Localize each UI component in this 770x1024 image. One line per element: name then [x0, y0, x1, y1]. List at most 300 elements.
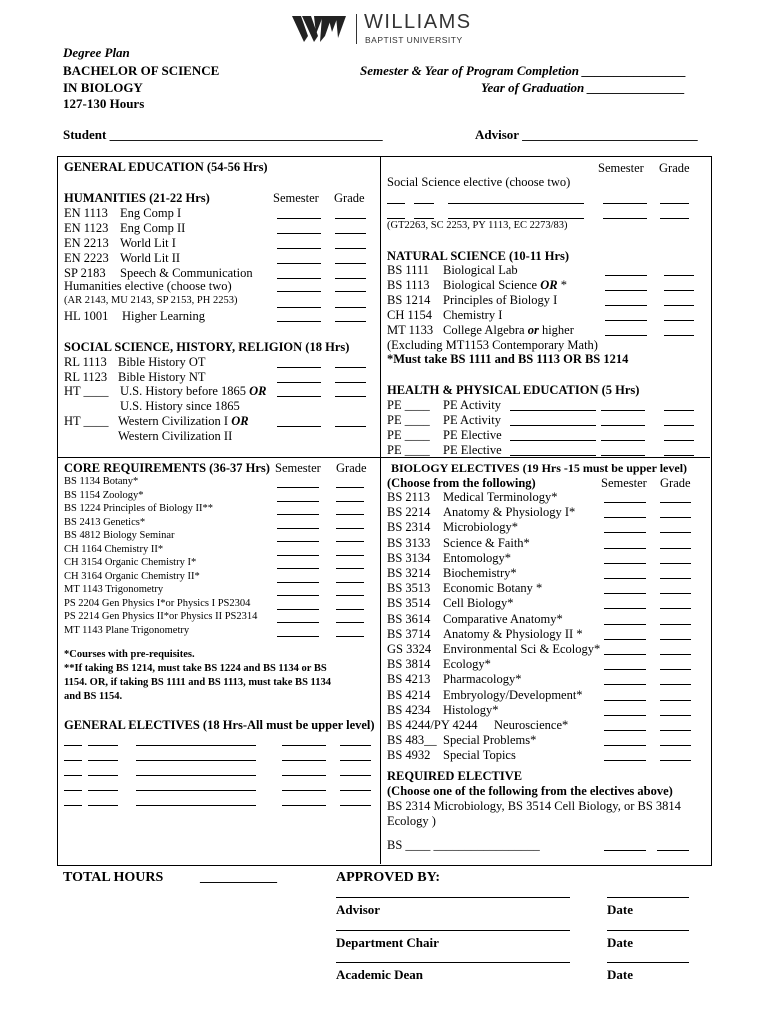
semester-blank[interactable] — [604, 548, 646, 549]
semester-blank[interactable] — [604, 700, 646, 701]
course-code: MT 1133 — [387, 323, 434, 337]
semester-blank[interactable] — [277, 528, 319, 529]
ss-number-blank[interactable] — [414, 218, 434, 219]
course-name: Pharmacology* — [443, 672, 522, 687]
semester-blank[interactable] — [282, 775, 326, 776]
course-code: EN 2213 — [64, 236, 109, 250]
course-name-text: Biological Science — [443, 278, 538, 292]
bio-electives-sub: (Choose from the following) — [387, 476, 536, 490]
hl-name: Higher Learning — [122, 309, 205, 323]
ss-prefix-blank[interactable] — [387, 203, 405, 204]
chair-sign-label: Department Chair — [336, 935, 439, 950]
semester-blank[interactable] — [277, 501, 319, 502]
grade-blank[interactable] — [335, 218, 366, 219]
required-elective-text1: BS 2314 Microbiology, BS 3514 Cell Biology, or BS 3814 — [387, 799, 681, 813]
grade-blank[interactable] — [660, 578, 691, 579]
core-course: MT 1143 Trigonometry — [64, 584, 164, 595]
ss-name-blank[interactable] — [448, 203, 584, 204]
right-semester-header: Semester — [598, 161, 644, 175]
core-course: PS 2204 Gen Physics I*or Physics I PS2304 — [64, 597, 251, 609]
grade-blank[interactable] — [660, 624, 691, 625]
chair-date-line[interactable] — [607, 930, 689, 931]
course-name: Comparative Anatomy* — [443, 611, 563, 626]
chair-date-label: Date — [607, 935, 633, 950]
grade-blank[interactable] — [340, 775, 371, 776]
university-logo — [292, 11, 492, 46]
course-code: BS 3814 — [387, 657, 431, 672]
grade-blank[interactable] — [336, 514, 364, 515]
advisor-field[interactable]: Advisor ___________________________ — [475, 127, 698, 142]
semester-blank[interactable] — [277, 218, 321, 219]
elective-name-blank[interactable] — [136, 775, 256, 776]
course-name — [443, 323, 574, 338]
pe-name: PE Elective — [443, 428, 502, 442]
course-name — [443, 263, 518, 278]
semester-blank[interactable] — [604, 593, 646, 594]
grade-blank[interactable] — [664, 440, 694, 441]
rl2-name: Bible History NT — [118, 370, 206, 384]
dean-date-label: Date — [607, 967, 633, 982]
course-name: Biochemistry* — [443, 566, 517, 580]
semester-blank[interactable] — [277, 263, 321, 264]
grade-blank[interactable] — [660, 563, 691, 564]
or-label: or — [524, 323, 539, 337]
right-grade-header: Grade — [659, 161, 690, 175]
course-name: World Lit I — [120, 236, 176, 250]
core-course: PS 2214 Gen Physics II*or Physics II PS2314 — [64, 611, 258, 622]
grade-blank[interactable] — [664, 410, 694, 411]
course-name-text: Chemistry I — [443, 308, 503, 322]
degree-plan-label: Degree Plan — [63, 45, 130, 60]
semester-blank[interactable] — [277, 582, 319, 583]
semester-blank[interactable] — [282, 760, 326, 761]
req-grade-blank[interactable] — [657, 850, 689, 851]
degree-hours: 127-130 Hours — [63, 96, 145, 111]
semester-blank[interactable] — [604, 624, 646, 625]
grade-blank[interactable] — [336, 609, 364, 610]
grade-blank[interactable] — [336, 501, 364, 502]
hum-semester-header: Semester — [273, 191, 319, 205]
core-course: BS 1134 Botany* — [64, 476, 139, 487]
semester-blank[interactable] — [603, 218, 647, 219]
grade-blank[interactable] — [336, 568, 364, 569]
semester-blank[interactable] — [604, 502, 646, 503]
western-civ-1: Western Civilization I — [118, 414, 229, 428]
course-name-text: College Algebra — [443, 323, 525, 337]
course-code: BS 2314 — [387, 520, 431, 535]
course-name: Anatomy & Physiology I* — [443, 505, 576, 520]
pe-code[interactable]: PE ____ — [387, 443, 430, 457]
wbu-mark-icon — [292, 14, 348, 44]
required-elective-bs[interactable]: BS ____ _________________ — [387, 838, 540, 852]
grade-blank[interactable] — [336, 555, 364, 556]
grade-blank[interactable] — [660, 730, 691, 731]
ht1-before-1865: U.S. History before 1865 — [120, 384, 247, 398]
semester-blank[interactable] — [605, 305, 647, 306]
pe-course-blank[interactable] — [510, 440, 596, 441]
total-hours-label: TOTAL HOURS — [63, 870, 164, 885]
chair-signature-line[interactable] — [336, 930, 570, 931]
core-course: MT 1143 Plane Trigonometry — [64, 624, 190, 636]
course-code: BS 1214 — [387, 293, 431, 307]
core-section-divider — [57, 457, 381, 458]
grade-blank[interactable] — [660, 715, 691, 716]
elective-prefix-blank[interactable] — [64, 745, 82, 746]
ht1-option-b: U.S. History since 1865 — [120, 399, 240, 413]
core-course: CH 3154 Organic Chemistry I* — [64, 557, 197, 568]
elective-name-blank[interactable] — [136, 745, 256, 746]
course-name-text: Biological Lab — [443, 263, 518, 277]
semester-blank[interactable] — [601, 410, 645, 411]
grade-blank[interactable] — [660, 684, 691, 685]
semester-blank[interactable] — [277, 555, 319, 556]
semester-blank[interactable] — [605, 275, 647, 276]
semester-blank[interactable] — [277, 636, 319, 637]
grade-blank[interactable] — [335, 396, 366, 397]
advisor-sign-label: Advisor — [336, 902, 381, 917]
course-code: BS 1111 — [387, 263, 430, 277]
ht2-code[interactable]: HT ____ — [64, 414, 109, 428]
grade-blank[interactable] — [660, 218, 689, 219]
ht1-code[interactable]: HT ____ — [64, 384, 109, 398]
hl-code: HL 1001 — [64, 309, 109, 323]
core-course: CH 1164 Chemistry II* — [64, 543, 164, 555]
course-name: Economic Botany * — [443, 581, 543, 596]
elective-number-blank[interactable] — [88, 760, 118, 761]
grade-blank[interactable] — [335, 248, 366, 249]
semester-blank[interactable] — [604, 578, 646, 579]
semester-blank[interactable] — [605, 290, 647, 291]
semester-blank[interactable] — [604, 669, 646, 670]
core-course: CH 3164 Organic Chemistry II* — [64, 570, 200, 582]
or-label: OR — [537, 278, 558, 292]
course-code: SP 2183 — [64, 266, 106, 280]
semester-blank[interactable] — [277, 609, 319, 610]
bio-electives-heading: BIOLOGY ELECTIVES (19 Hrs -15 must be upper level) — [391, 461, 688, 475]
grade-blank[interactable] — [660, 502, 691, 503]
semester-blank[interactable] — [605, 335, 647, 336]
course-name: Ecology* — [443, 657, 491, 672]
course-name-text: Principles of Biology I — [443, 293, 558, 307]
semester-blank[interactable] — [277, 307, 321, 308]
course-name — [443, 278, 567, 293]
ss-elective: Social Science elective (choose two) — [387, 175, 571, 189]
semester-blank[interactable] — [605, 320, 647, 321]
core-heading: CORE REQUIREMENTS (36-37 Hrs) — [64, 461, 270, 475]
semester-blank[interactable] — [277, 233, 321, 234]
natural-note-1: (Excluding MT1153 Contemporary Math) — [387, 338, 598, 352]
course-code: BS 3614 — [387, 611, 431, 626]
column-divider — [380, 156, 381, 864]
semester-blank[interactable] — [277, 291, 321, 292]
ss-number-blank[interactable] — [414, 203, 434, 204]
grade-blank[interactable] — [664, 320, 694, 321]
semester-blank[interactable] — [604, 745, 646, 746]
gen-electives-heading: GENERAL ELECTIVES (18 Hrs-All must be upper level) — [64, 718, 375, 732]
elective-number-blank[interactable] — [88, 790, 118, 791]
grade-blank[interactable] — [340, 760, 371, 761]
semester-blank[interactable] — [604, 684, 646, 685]
grade-blank[interactable] — [335, 321, 366, 322]
course-code: BS 2214 — [387, 505, 431, 520]
semester-blank[interactable] — [277, 396, 321, 397]
semester-blank[interactable] — [277, 382, 321, 383]
elective-number-blank[interactable] — [88, 775, 118, 776]
elective-prefix-blank[interactable] — [64, 760, 82, 761]
gen-ed-heading: GENERAL EDUCATION (54-56 Hrs) — [64, 160, 268, 174]
natural-heading: NATURAL SCIENCE (10-11 Hrs) — [387, 249, 570, 263]
grade-blank[interactable] — [660, 203, 689, 204]
course-code: BS 3214 — [387, 566, 431, 580]
rl1-name: Bible History OT — [118, 355, 206, 369]
rl1-code: RL 1113 — [64, 355, 107, 369]
semester-blank[interactable] — [277, 595, 319, 596]
completion-field[interactable]: Semester & Year of Program Completion ________________ — [360, 63, 687, 78]
grade-blank[interactable] — [664, 275, 694, 276]
advisor-signature-line[interactable] — [336, 897, 570, 898]
elective-prefix-blank[interactable] — [64, 790, 82, 791]
or-label: OR — [249, 384, 267, 398]
req-semester-blank[interactable] — [604, 850, 646, 851]
grade-blank[interactable] — [660, 608, 691, 609]
grade-blank[interactable] — [660, 593, 691, 594]
core-note-4: and BS 1154. — [64, 691, 123, 702]
grade-blank[interactable] — [336, 487, 364, 488]
semester-blank[interactable] — [604, 563, 646, 564]
grade-blank[interactable] — [660, 532, 691, 533]
semester-blank[interactable] — [604, 760, 646, 761]
grade-blank[interactable] — [336, 622, 364, 623]
degree-title-line2: IN BIOLOGY — [63, 80, 143, 95]
semester-blank[interactable] — [604, 532, 646, 533]
course-code: BS 4244/PY 4244 — [387, 718, 478, 732]
semester-blank[interactable] — [604, 517, 646, 518]
core-semester-header: Semester — [275, 461, 321, 475]
health-heading: HEALTH & PHYSICAL EDUCATION (5 Hrs) — [387, 383, 640, 397]
course-code: BS 1113 — [387, 278, 430, 292]
rl2-code: RL 1123 — [64, 370, 108, 384]
grade-blank[interactable] — [335, 426, 366, 427]
course-name: Special Topics — [443, 748, 516, 763]
course-name: World Lit II — [120, 251, 181, 265]
ht2-option-b: Western Civilization II — [118, 429, 233, 443]
higher-label: higher — [538, 323, 574, 337]
core-grade-header: Grade — [336, 461, 367, 475]
semester-blank[interactable] — [282, 805, 326, 806]
grade-blank[interactable] — [335, 278, 366, 279]
grade-blank[interactable] — [664, 305, 694, 306]
hum-grade-header: Grade — [334, 191, 365, 205]
grade-blank[interactable] — [335, 382, 366, 383]
semester-blank[interactable] — [282, 790, 326, 791]
grade-blank[interactable] — [664, 335, 694, 336]
grade-blank[interactable] — [335, 263, 366, 264]
course-name: Science & Faith* — [443, 535, 530, 550]
grade-blank[interactable] — [660, 654, 691, 655]
star-mark: * — [557, 278, 567, 292]
course-code: BS 4234 — [387, 702, 431, 717]
grade-blank[interactable] — [335, 367, 366, 368]
bio-semester-header: Semester — [601, 476, 647, 490]
course-code: BS 3134 — [387, 550, 431, 565]
approved-by-label: APPROVED BY: — [336, 870, 441, 885]
pe-course-blank[interactable] — [510, 455, 596, 456]
semester-blank[interactable] — [604, 715, 646, 716]
semester-blank[interactable] — [277, 367, 321, 368]
pe-name: PE Activity — [443, 398, 501, 412]
pe-code[interactable]: PE ____ — [387, 398, 430, 412]
logo-subtitle: BAPTIST UNIVERSITY — [365, 35, 463, 45]
grade-blank[interactable] — [660, 760, 691, 761]
course-code: BS 3514 — [387, 596, 431, 611]
grade-blank[interactable] — [660, 700, 691, 701]
elective-name-blank[interactable] — [136, 760, 256, 761]
grade-blank[interactable] — [336, 595, 364, 596]
grade-blank[interactable] — [340, 790, 371, 791]
humanities-elective: Humanities elective (choose two) — [64, 279, 232, 293]
core-course: BS 4812 Biology Seminar — [64, 530, 175, 541]
total-hours-blank[interactable]: ___________ — [200, 870, 277, 885]
course-code: CH 1154 — [387, 308, 433, 322]
dean-signature-line[interactable] — [336, 962, 570, 963]
pe-code[interactable]: PE ____ — [387, 428, 430, 442]
semester-blank[interactable] — [277, 278, 321, 279]
course-code: BS 2113 — [387, 490, 430, 504]
course-name: Eng Comp I — [120, 206, 182, 220]
semester-blank[interactable] — [277, 568, 319, 569]
or-label: OR — [231, 414, 249, 428]
core-course: BS 1154 Zoology* — [64, 489, 144, 501]
pe-course-blank[interactable] — [510, 425, 596, 426]
semester-blank[interactable] — [277, 514, 319, 515]
semester-blank[interactable] — [604, 608, 646, 609]
graduation-field[interactable]: Year of Graduation _______________ — [481, 80, 686, 95]
course-code: EN 2223 — [64, 251, 109, 265]
humanities-heading: HUMANITIES (21-22 Hrs) — [64, 191, 210, 205]
course-code: BS 3513 — [387, 581, 431, 596]
course-code: BS 4213 — [387, 672, 431, 687]
course-code: BS 4214 — [387, 687, 431, 702]
elective-prefix-blank[interactable] — [64, 805, 82, 806]
course-code: EN 1123 — [64, 221, 109, 235]
core-course: BS 1224 Principles of Biology II** — [64, 503, 214, 514]
grade-blank[interactable] — [336, 636, 364, 637]
semester-blank[interactable] — [277, 321, 321, 322]
degree-title-line1: BACHELOR OF SCIENCE — [63, 63, 220, 78]
course-name: Entomology* — [443, 550, 512, 565]
core-note-2: **If taking BS 1214, must take BS 1224 and BS 1134 or BS — [64, 663, 327, 674]
course-name: Eng Comp II — [120, 221, 186, 235]
grade-blank[interactable] — [660, 548, 691, 549]
advisor-date-label: Date — [607, 902, 633, 917]
grade-blank[interactable] — [664, 290, 694, 291]
course-name: Cell Biology* — [443, 596, 514, 611]
semester-blank[interactable] — [277, 622, 319, 623]
pe-name: PE Activity — [443, 413, 501, 427]
grade-blank[interactable] — [336, 582, 364, 583]
pe-code[interactable]: PE ____ — [387, 413, 430, 427]
grade-blank[interactable] — [336, 528, 364, 529]
course-name: Medical Terminology* — [443, 490, 558, 504]
elective-prefix-blank[interactable] — [64, 775, 82, 776]
semester-blank[interactable] — [601, 440, 645, 441]
required-elective-sub: (Choose one of the following from the electives above) — [387, 784, 673, 798]
grade-blank[interactable] — [660, 639, 691, 640]
semester-blank[interactable] — [604, 730, 646, 731]
grade-blank[interactable] — [335, 233, 366, 234]
student-field[interactable]: Student __________________________________________ — [63, 127, 383, 142]
course-code: EN 1113 — [64, 206, 108, 220]
pe-course-blank[interactable] — [510, 410, 596, 411]
core-course: BS 2413 Genetics* — [64, 516, 146, 528]
social-heading: SOCIAL SCIENCE, HISTORY, RELIGION (18 Hrs) — [64, 340, 350, 354]
semester-blank[interactable] — [277, 541, 319, 542]
grade-blank[interactable] — [340, 805, 371, 806]
semester-blank[interactable] — [282, 745, 326, 746]
grade-blank[interactable] — [664, 425, 694, 426]
course-name — [443, 308, 502, 323]
course-name: Microbiology* — [443, 520, 518, 535]
dean-date-line[interactable] — [607, 962, 689, 963]
course-code: BS 3714 — [387, 626, 431, 641]
elective-name-blank[interactable] — [136, 790, 256, 791]
advisor-date-line[interactable] — [607, 897, 689, 898]
semester-blank[interactable] — [277, 248, 321, 249]
semester-blank[interactable] — [277, 426, 321, 427]
grade-blank[interactable] — [660, 669, 691, 670]
grade-blank[interactable] — [664, 455, 694, 456]
core-note-3: 1154. OR, if taking BS 1111 and BS 1113, must take BS 1134 — [64, 677, 331, 688]
grade-blank[interactable] — [335, 291, 366, 292]
grade-blank[interactable] — [660, 517, 691, 518]
grade-blank[interactable] — [335, 307, 366, 308]
semester-blank[interactable] — [603, 203, 647, 204]
grade-blank[interactable] — [340, 745, 371, 746]
semester-blank[interactable] — [601, 425, 645, 426]
grade-blank[interactable] — [660, 745, 691, 746]
course-code: BS 4932 — [387, 748, 431, 763]
bio-grade-header: Grade — [660, 476, 691, 490]
dean-sign-label: Academic Dean — [336, 967, 424, 982]
semester-blank[interactable] — [604, 639, 646, 640]
semester-blank[interactable] — [601, 455, 645, 456]
semester-blank[interactable] — [604, 654, 646, 655]
course-code: BS 483__ — [387, 733, 437, 748]
course-name: Neuroscience* — [494, 718, 569, 732]
course-name — [443, 293, 557, 308]
course-name: Speech & Communication — [120, 266, 253, 280]
logo-name: WILLIAMS — [364, 11, 472, 33]
natural-note-2: *Must take BS 1111 and BS 1113 OR BS 1214 — [387, 352, 629, 366]
ss-elective-note: (GT2263, SC 2253, PY 1113, EC 2273/83) — [387, 220, 568, 231]
grade-blank[interactable] — [336, 541, 364, 542]
course-name: Embryology/Development* — [443, 687, 583, 702]
course-name: Anatomy & Physiology II * — [443, 626, 583, 641]
humanities-elective-note: (AR 2143, MU 2143, SP 2153, PH 2253) — [64, 295, 238, 306]
ht2-option-a — [118, 414, 249, 429]
course-name: Environmental Sci & Ecology* — [443, 642, 601, 656]
semester-blank[interactable] — [277, 487, 319, 488]
elective-name-blank[interactable] — [136, 805, 256, 806]
ss-name-blank[interactable] — [448, 218, 584, 219]
required-elective-heading: REQUIRED ELECTIVE — [387, 769, 523, 783]
pe-name: PE Elective — [443, 443, 502, 457]
course-name: Special Problems* — [443, 733, 537, 748]
elective-number-blank[interactable] — [88, 805, 118, 806]
elective-number-blank[interactable] — [88, 745, 118, 746]
ss-prefix-blank[interactable] — [387, 218, 405, 219]
core-note-1: *Courses with pre-requisites. — [64, 649, 195, 660]
